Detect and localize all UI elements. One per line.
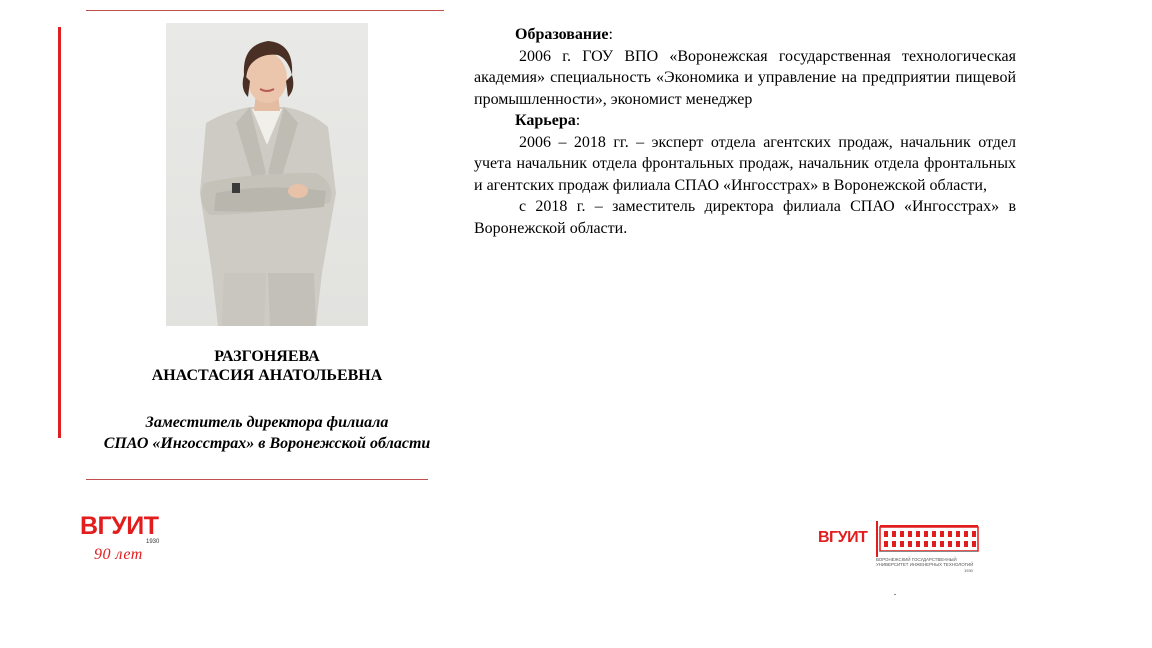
university-building-icon: [874, 521, 980, 557]
career-item-2: с 2018 г. – заместитель директора филиала СПАО «Ингосстрах» в Воронежской области.: [474, 198, 1016, 237]
vguit-university-logo: [818, 519, 988, 579]
person-given-names: АНАСТАСИЯ АНАТОЛЬЕВНА: [151, 367, 383, 384]
person-name: [90, 347, 444, 385]
career-heading-row: [474, 110, 1016, 132]
logo-right-university: ВОРОНЕЖСКИЙ ГОСУДАРСТВЕННЫЙ УНИВЕРСИТЕТ ИНЖЕНЕРНЫХ ТЕХНОЛОГИЙ: [876, 557, 974, 567]
position-line-2: СПАО «Ингосстрах» в Воронежской области: [103, 435, 431, 452]
portrait-photo-graphic: [166, 23, 368, 326]
logo-right-word: ВГУИТ: [818, 529, 868, 546]
education-text: 2006 г. ГОУ ВПО «Воронежская государственная технологическая академия» специальность «Экономика и управление на предприятии пищевой промышленности», экономист менеджер: [474, 47, 1016, 108]
logo-left-word: ВГУИТ: [80, 512, 159, 540]
decorative-dot: [894, 594, 896, 595]
education-colon: :: [608, 26, 613, 43]
logo-left-anniversary: 90 лет: [94, 546, 143, 563]
vguit-90-logo: [80, 513, 170, 569]
logo-left-year: 1930: [146, 539, 160, 545]
career-heading: Карьера: [515, 112, 576, 129]
logo-right-year: 1930: [964, 568, 973, 573]
top-divider: [86, 10, 444, 11]
education-heading-row: [474, 24, 1016, 46]
position-line-1: Заместитель директора филиала: [145, 414, 389, 431]
accent-vertical-line: [58, 27, 61, 438]
portrait-photo: [166, 23, 368, 326]
bottom-divider: [86, 479, 428, 480]
person-position: [60, 412, 474, 454]
person-surname: РАЗГОНЯЕВА: [214, 348, 320, 365]
career-colon: :: [575, 112, 581, 129]
education-heading: Образование: [515, 26, 609, 43]
biography: [474, 24, 1016, 239]
career-item-1: 2006 – 2018 гг. – эксперт отдела агентских продаж, начальник отдел учета начальник отдела фронтальных продаж, начальник отдела фронтальных и агентских продаж филиала СПАО «Ингосстрах» в Воронежской области,: [474, 133, 1016, 194]
